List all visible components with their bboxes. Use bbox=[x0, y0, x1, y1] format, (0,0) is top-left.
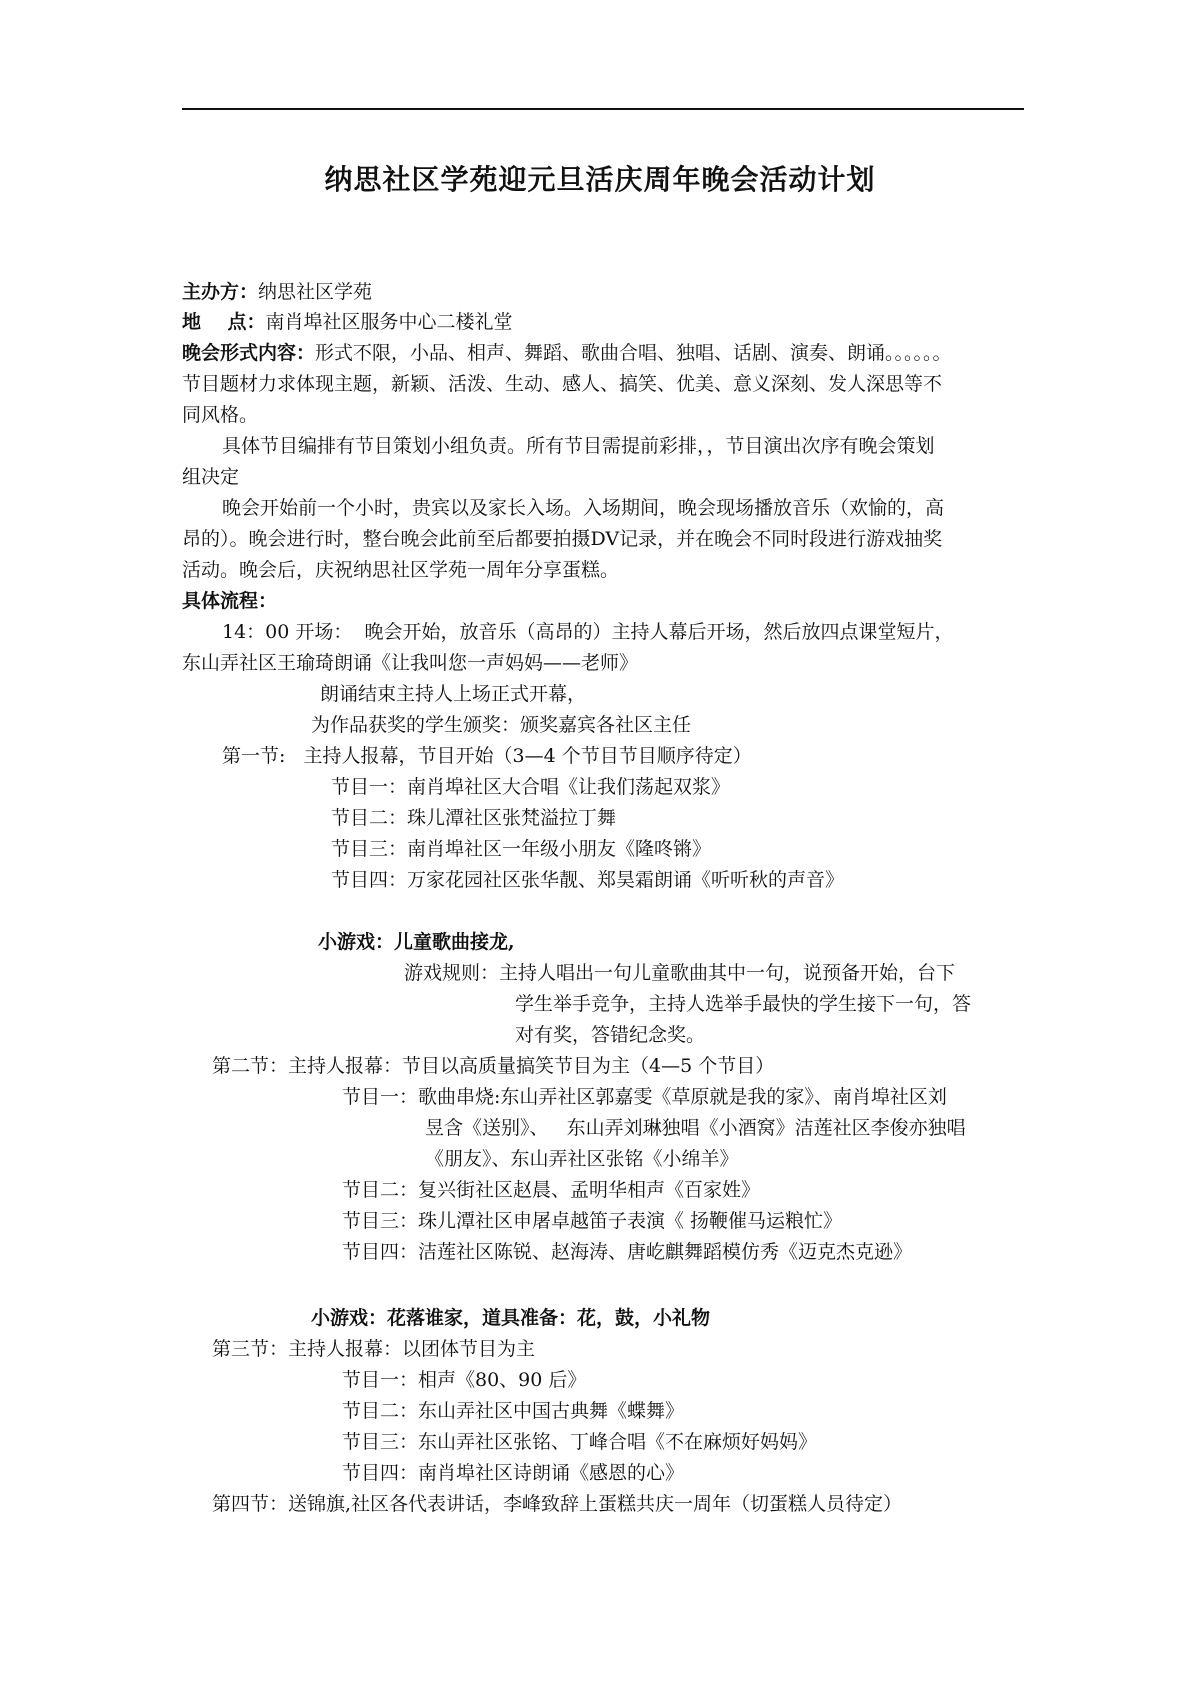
paragraph-2-line-1: 晚会开始前一个小时，贵宾以及家长入场。入场期间，晚会现场播放音乐（欢愉的，高 bbox=[222, 497, 945, 519]
game-1-rules-3: 对有奖，答错纪念奖。 bbox=[515, 1024, 706, 1046]
section-2-heading: 第二节：主持人报幕：节目以高质量搞笑节目为主（4—5 个节目） bbox=[212, 1055, 775, 1077]
section-1-heading: 第一节: 主持人报幕，节目开始（3—4 个节目节目顺序待定） bbox=[222, 745, 752, 767]
format-text-1: 形式不限，小品、相声、舞蹈、歌曲合唱、独唱、话剧、演奏、朗诵。。。。。。 bbox=[315, 342, 952, 364]
organizer-label: 主办方： bbox=[182, 281, 259, 303]
paragraph-1-line-1: 具体节目编排有节目策划小组负责。所有节目需提前彩排，，节目演出次序有晚会策划 bbox=[222, 435, 935, 457]
section-1-item-2: 节目二：珠儿潭社区张梵溢拉丁舞 bbox=[331, 807, 617, 829]
organizer-value: 纳思社区学苑 bbox=[258, 281, 373, 303]
section-3-heading: 第三节：主持人报幕：以团体节目为主 bbox=[212, 1338, 536, 1360]
venue-line bbox=[182, 310, 512, 334]
flow-heading: 具体流程： bbox=[182, 590, 278, 612]
format-text-2: 节目题材力求体现主题，新颖、活泼、生动、感人、搞笑、优美、意义深刻、发人深思等不 bbox=[182, 373, 943, 395]
opening-line-3: 朗诵结束主持人上场正式开幕， bbox=[320, 683, 587, 705]
section-2-item-4: 节目四：洁莲社区陈锐、赵海涛、唐屹麒舞蹈模仿秀《迈克杰克逊》 bbox=[342, 1241, 913, 1263]
document-title: 纳思社区学苑迎元旦活庆周年晚会活动计划 bbox=[324, 163, 876, 196]
section-2-item-1-line-3: 《朋友》、东山弄社区张铭《小绵羊》 bbox=[425, 1148, 739, 1170]
game-1-rules-1: 游戏规则：主持人唱出一句儿童歌曲其中一句，说预备开始，台下 bbox=[404, 962, 956, 984]
section-1-item-3: 节目三：南肖埠社区一年级小朋友《隆咚锵》 bbox=[331, 838, 712, 860]
section-3-item-2: 节目二：东山弄社区中国古典舞《蝶舞》 bbox=[342, 1400, 685, 1422]
section-2-item-3: 节目三：珠儿潭社区申屠卓越笛子表演《 扬鞭催马运粮忙》 bbox=[342, 1210, 843, 1232]
opening-line-2: 东山弄社区王瑜琦朗诵《让我叫您一声妈妈——老师》 bbox=[182, 652, 639, 674]
section-3-item-1: 节目一：相声《80、90 后》 bbox=[342, 1369, 587, 1391]
organizer-line bbox=[182, 280, 372, 304]
format-label: 晚会形式内容： bbox=[182, 342, 316, 364]
section-3-item-4: 节目四：南肖埠社区诗朗诵《感恩的心》 bbox=[342, 1462, 685, 1484]
opening-line-1: 14：00 开场： 晚会开始，放音乐（高昂的）主持人幕后开场，然后放四点课堂短片， bbox=[222, 621, 954, 643]
section-1-item-4: 节目四：万家花园社区张华靓、郑昊霜朗诵《听听秋的声音》 bbox=[331, 869, 845, 891]
paragraph-2-line-2: 昂的）。晚会进行时，整台晚会此前至后都要拍摄DV记录，并在晚会不同时段进行游戏抽奖 bbox=[182, 528, 943, 550]
game-2-title: 小游戏：花落谁家，道具准备：花，鼓，小礼物 bbox=[311, 1307, 711, 1329]
section-4-heading: 第四节：送锦旗,社区各代表讲话，李峰致辞上蛋糕共庆一周年（切蛋糕人员待定） bbox=[212, 1493, 903, 1515]
paragraph-1-line-2: 组决定 bbox=[182, 466, 240, 488]
section-3-item-3: 节目三：东山弄社区张铭、丁峰合唱《不在麻烦好妈妈》 bbox=[342, 1431, 818, 1453]
format-line bbox=[182, 341, 952, 365]
paragraph-2-line-3: 活动。晚会后，庆祝纳思社区学苑一周年分享蛋糕。 bbox=[182, 559, 620, 581]
section-2-item-1-line-1: 节目一：歌曲串烧:东山弄社区郭嘉雯《草原就是我的家》、南肖埠社区刘 bbox=[342, 1086, 947, 1108]
venue-label: 地 点： bbox=[182, 311, 266, 333]
game-1-title: 小游戏：儿童歌曲接龙, bbox=[318, 931, 515, 953]
section-1-item-1: 节目一：南肖埠社区大合唱《让我们荡起双浆》 bbox=[331, 776, 731, 798]
venue-value: 南肖埠社区服务中心二楼礼堂 bbox=[265, 311, 513, 333]
format-text-3: 同风格。 bbox=[182, 404, 259, 426]
opening-line-4: 为作品获奖的学生颁奖：颁奖嘉宾各社区主任 bbox=[311, 714, 692, 736]
game-1-rules-2: 学生举手竞争，主持人选举手最快的学生接下一句，答 bbox=[515, 993, 972, 1015]
header-rule bbox=[182, 108, 1024, 110]
section-2-item-2: 节目二：复兴街社区赵晨、孟明华相声《百家姓》 bbox=[342, 1179, 761, 1201]
section-2-item-1-line-2: 昱含《送别》、 东山弄刘琳独唱《小酒窝》洁莲社区李俊亦独唱 bbox=[425, 1117, 966, 1139]
